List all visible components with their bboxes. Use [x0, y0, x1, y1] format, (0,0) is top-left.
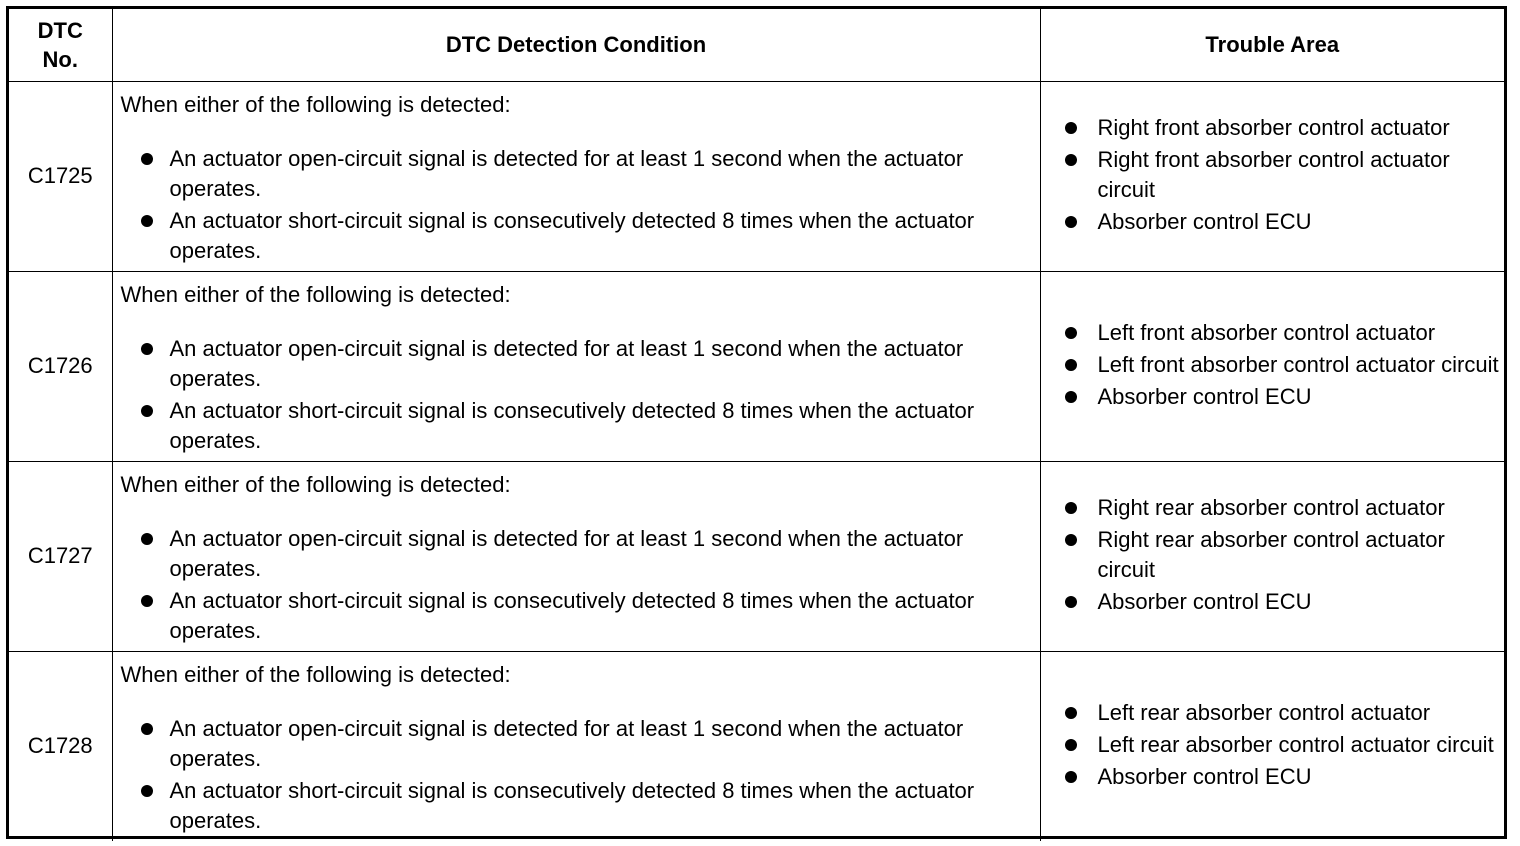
trouble-text: Left rear absorber control actuator circuit: [1097, 732, 1494, 758]
condition-text: An actuator short-circuit signal is consecutively detected 8 times when the actuator operates.: [169, 587, 975, 643]
trouble-text: Right rear absorber control actuator circuit: [1097, 527, 1445, 582]
dtc-code: C1726: [9, 271, 112, 461]
table-row: [9, 271, 1504, 461]
bullet-icon: [141, 343, 153, 355]
trouble-item: [1065, 493, 1505, 523]
detection-condition: [112, 81, 1040, 271]
bullet-icon: [1065, 502, 1077, 514]
condition-item: [121, 714, 1040, 774]
condition-intro: When either of the following is detected:: [120, 661, 511, 687]
bullet-icon: [141, 153, 153, 165]
bullet-icon: [141, 533, 153, 545]
bullet-icon: [141, 215, 153, 227]
condition-list: [121, 334, 1040, 456]
header-trouble-area: Trouble Area: [1040, 9, 1504, 81]
trouble-area: [1040, 651, 1504, 841]
header-dtc-no-text: DTC No.: [37, 17, 83, 72]
table-row: [9, 461, 1504, 651]
trouble-area: [1040, 271, 1504, 461]
trouble-item: [1065, 145, 1505, 205]
bullet-icon: [1065, 327, 1077, 339]
bullet-icon: [1065, 359, 1077, 371]
condition-item: [121, 776, 1040, 836]
condition-item: [121, 396, 1040, 456]
condition-intro: When either of the following is detected:: [120, 91, 511, 117]
trouble-text: Absorber control ECU: [1097, 209, 1312, 234]
trouble-text: Right front absorber control actuator: [1097, 115, 1450, 140]
condition-item: [121, 586, 1040, 646]
condition-text: An actuator short-circuit signal is consecutively detected 8 times when the actuator operates.: [169, 207, 975, 263]
header-row: [9, 9, 1504, 81]
trouble-item: [1065, 587, 1505, 617]
trouble-list: [1065, 113, 1505, 237]
trouble-item: [1065, 382, 1505, 412]
trouble-list: [1065, 318, 1505, 412]
bullet-icon: [1065, 534, 1077, 546]
condition-intro: When either of the following is detected:: [120, 471, 511, 497]
condition-text: An actuator open-circuit signal is detected for at least 1 second when the actuator operates.: [169, 525, 964, 581]
trouble-text: Left rear absorber control actuator: [1097, 700, 1431, 726]
condition-item: [121, 524, 1040, 584]
dtc-code: C1727: [9, 461, 112, 651]
trouble-text: Right front absorber control actuator circuit: [1097, 147, 1450, 202]
condition-item: [121, 206, 1040, 266]
trouble-item: [1065, 730, 1505, 760]
bullet-icon: [1065, 771, 1077, 783]
condition-text: An actuator short-circuit signal is consecutively detected 8 times when the actuator operates.: [169, 777, 975, 833]
trouble-text: Absorber control ECU: [1097, 589, 1312, 614]
trouble-item: [1065, 350, 1505, 380]
trouble-list: [1065, 698, 1505, 792]
trouble-area: [1040, 81, 1504, 271]
condition-intro: When either of the following is detected:: [120, 281, 511, 307]
dtc-code: C1725: [9, 81, 112, 271]
bullet-icon: [141, 723, 153, 735]
trouble-text: Left front absorber control actuator: [1097, 320, 1436, 345]
condition-list: [121, 714, 1040, 836]
dtc-code: C1728: [9, 651, 112, 841]
bullet-icon: [1065, 596, 1077, 608]
condition-text: An actuator short-circuit signal is consecutively detected 8 times when the actuator operates.: [169, 397, 975, 453]
bullet-icon: [1065, 391, 1077, 403]
detection-condition: [112, 461, 1040, 651]
detection-condition: [112, 651, 1040, 841]
condition-text: An actuator open-circuit signal is detected for at least 1 second when the actuator operates.: [169, 145, 964, 201]
trouble-text: Absorber control ECU: [1097, 764, 1312, 790]
trouble-list: [1065, 493, 1505, 617]
bullet-icon: [1065, 154, 1077, 166]
header-condition: DTC Detection Condition: [112, 9, 1040, 81]
bullet-icon: [1065, 122, 1077, 134]
trouble-item: [1065, 207, 1505, 237]
dtc-table-frame: [6, 6, 1507, 839]
bullet-icon: [141, 785, 153, 797]
table-row: [9, 651, 1504, 841]
trouble-item: [1065, 762, 1505, 792]
condition-item: [121, 144, 1040, 204]
table-row: [9, 81, 1504, 271]
bullet-icon: [1065, 707, 1077, 719]
condition-item: [121, 334, 1040, 394]
condition-text: An actuator open-circuit signal is detected for at least 1 second when the actuator operates.: [169, 335, 964, 391]
trouble-text: Right rear absorber control actuator: [1097, 495, 1445, 520]
bullet-icon: [141, 405, 153, 417]
trouble-item: [1065, 318, 1505, 348]
dtc-table: [9, 9, 1504, 841]
condition-text: An actuator open-circuit signal is detected for at least 1 second when the actuator operates.: [169, 715, 964, 771]
detection-condition: [112, 271, 1040, 461]
condition-list: [121, 144, 1040, 266]
header-dtc-no: [9, 9, 112, 81]
bullet-icon: [141, 595, 153, 607]
trouble-item: [1065, 525, 1505, 585]
trouble-item: [1065, 698, 1505, 728]
bullet-icon: [1065, 739, 1077, 751]
trouble-item: [1065, 113, 1505, 143]
condition-list: [121, 524, 1040, 646]
trouble-text: Left front absorber control actuator circuit: [1097, 352, 1499, 377]
trouble-text: Absorber control ECU: [1097, 384, 1312, 409]
trouble-area: [1040, 461, 1504, 651]
bullet-icon: [1065, 216, 1077, 228]
